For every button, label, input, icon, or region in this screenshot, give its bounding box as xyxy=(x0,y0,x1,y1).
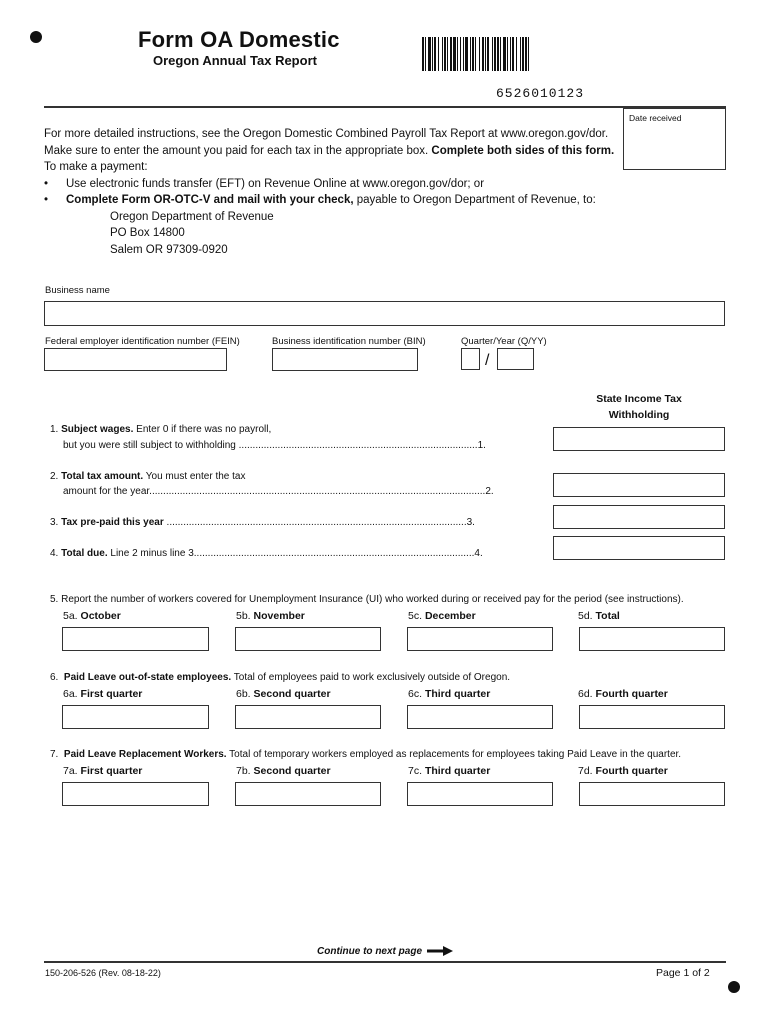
label-6d: 6d. Fourth quarter xyxy=(578,688,668,700)
line-2 xyxy=(50,471,550,482)
instructions-line-2 xyxy=(44,143,624,160)
quarter-year-label: Quarter/Year (Q/YY) xyxy=(461,336,547,347)
input-6b[interactable] xyxy=(235,705,381,729)
continue-text: Continue to next page xyxy=(317,946,422,957)
label-7a: 7a. First quarter xyxy=(63,765,143,777)
registration-dot-icon xyxy=(30,31,42,43)
quarter-year-slash: / xyxy=(485,352,490,369)
fein-label: Federal employer identification number (FEIN) xyxy=(45,336,240,347)
line-2-input[interactable] xyxy=(553,473,725,497)
line-4-input[interactable] xyxy=(553,536,725,560)
line-4-title: Total due. xyxy=(61,548,108,559)
form-subtitle: Oregon Annual Tax Report xyxy=(153,53,317,68)
label-6a: 6a. First quarter xyxy=(63,688,143,700)
instructions-bullet-1-text: Use electronic funds transfer (EFT) on Revenue Online at www.oregon.gov/dor; or xyxy=(66,177,485,190)
section-5-text: 5. Report the number of workers covered for Unemployment Insurance (UI) who worked during or received pay for the period (see instructions). xyxy=(50,594,684,605)
line-number: 4. xyxy=(50,548,59,559)
label-5a: 5a. October xyxy=(63,610,121,622)
address-line: Salem OR 97309-0920 xyxy=(110,243,228,256)
line-4-text: Line 2 minus line 3.....................................................................................................4. xyxy=(107,548,483,559)
business-name-label: Business name xyxy=(45,285,110,296)
bin-label: Business identification number (BIN) xyxy=(272,336,426,347)
instructions-bullet-2-bold: Complete Form OR-OTC-V and mail with your check, xyxy=(66,194,354,206)
line-4 xyxy=(50,548,548,559)
barcode-number: 6526010123 xyxy=(496,86,585,101)
instructions-line-3: To make a payment: xyxy=(44,161,148,173)
label-5d: 5d. Total xyxy=(578,610,620,622)
input-5c[interactable] xyxy=(407,627,553,651)
instructions-bullet-2-text: payable to Oregon Department of Revenue, to: xyxy=(353,194,596,206)
year-input[interactable] xyxy=(497,348,534,370)
label-7c: 7c. Third quarter xyxy=(408,765,491,777)
line-3-title: Tax pre-paid this year xyxy=(61,517,164,528)
barcode-bar xyxy=(529,37,531,71)
form-number: 150-206-526 (Rev. 08-18-22) xyxy=(45,968,161,978)
input-7c[interactable] xyxy=(407,782,553,806)
label-5b: 5b. November xyxy=(236,610,305,622)
fein-input[interactable] xyxy=(44,348,227,371)
continue-note xyxy=(317,946,453,957)
right-arrow-icon xyxy=(427,946,453,956)
instructions-line-1: For more detailed instructions, see the Oregon Domestic Combined Payroll Tax Report at www.oregon.gov/dor. xyxy=(44,128,609,140)
input-7a[interactable] xyxy=(62,782,209,806)
line-1-input[interactable] xyxy=(553,427,725,451)
line-number: 1. xyxy=(50,424,59,435)
business-name-input[interactable] xyxy=(44,301,725,326)
instructions-bullet-1: • Use electronic funds transfer (EFT) on Revenue Online at www.oregon.gov/dor; or xyxy=(44,177,485,190)
input-6a[interactable] xyxy=(62,705,209,729)
footer-rule xyxy=(44,961,726,963)
line-2-text: You must enter the tax xyxy=(143,471,246,482)
instructions-line-2-text: Make sure to enter the amount you paid for each tax in the appropriate box. xyxy=(44,144,432,157)
instructions-line-2-bold: Complete both sides of this form. xyxy=(431,144,615,157)
quarter-input[interactable] xyxy=(461,348,480,370)
line-1 xyxy=(50,424,550,435)
line-3-input[interactable] xyxy=(553,505,725,529)
line-3-text: ............................................................................................................3. xyxy=(163,517,475,528)
input-7d[interactable] xyxy=(579,782,725,806)
input-5b[interactable] xyxy=(235,627,381,651)
column-header-line-2: Withholding xyxy=(608,409,670,421)
label-7d: 7d. Fourth quarter xyxy=(578,765,668,777)
label-6c: 6c. Third quarter xyxy=(408,688,491,700)
bin-input[interactable] xyxy=(272,348,418,371)
line-1-title: Subject wages. xyxy=(61,424,134,435)
line-1-text: Enter 0 if there was no payroll, xyxy=(133,424,272,435)
registration-dot-icon xyxy=(728,981,740,993)
label-6b: 6b. Second quarter xyxy=(236,688,331,700)
page-number: Page 1 of 2 xyxy=(656,967,710,979)
barcode xyxy=(422,37,640,71)
line-1-continued: but you were still subject to withholding ......................................................................................1. xyxy=(63,440,486,451)
input-5a[interactable] xyxy=(62,627,209,651)
line-number: 3. xyxy=(50,517,59,528)
date-received-label: Date received xyxy=(629,113,682,123)
address-line: PO Box 14800 xyxy=(110,227,185,239)
line-number: 2. xyxy=(50,471,59,482)
form-title: Form OA Domestic xyxy=(138,27,340,52)
line-3 xyxy=(50,517,548,528)
label-5c: 5c. December xyxy=(408,610,476,622)
input-5d[interactable] xyxy=(579,627,725,651)
line-2-continued: amount for the year.........................................................................................................................2. xyxy=(63,486,494,497)
input-6d[interactable] xyxy=(579,705,725,729)
column-header-line-1: State Income Tax xyxy=(596,393,682,405)
address-line: Oregon Department of Revenue xyxy=(110,210,274,223)
instructions xyxy=(44,126,624,258)
date-received-box[interactable] xyxy=(623,108,726,170)
line-2-title: Total tax amount. xyxy=(61,471,144,482)
instructions-bullet-2: • Complete Form OR-OTC-V and mail with your check, payable to Oregon Department of Revenue, to: xyxy=(44,194,596,206)
column-header xyxy=(580,391,698,423)
input-6c[interactable] xyxy=(407,705,553,729)
label-7b: 7b. Second quarter xyxy=(236,765,331,777)
mailing-address xyxy=(44,209,624,259)
section-7-text: 7. Paid Leave Replacement Workers. Total of temporary workers employed as replacements for employees taking Paid Leave in the quarter. xyxy=(50,749,682,760)
input-7b[interactable] xyxy=(235,782,381,806)
section-6-text: 6. Paid Leave out-of-state employees. Total of employees paid to work exclusively outside of Oregon. xyxy=(50,672,511,683)
